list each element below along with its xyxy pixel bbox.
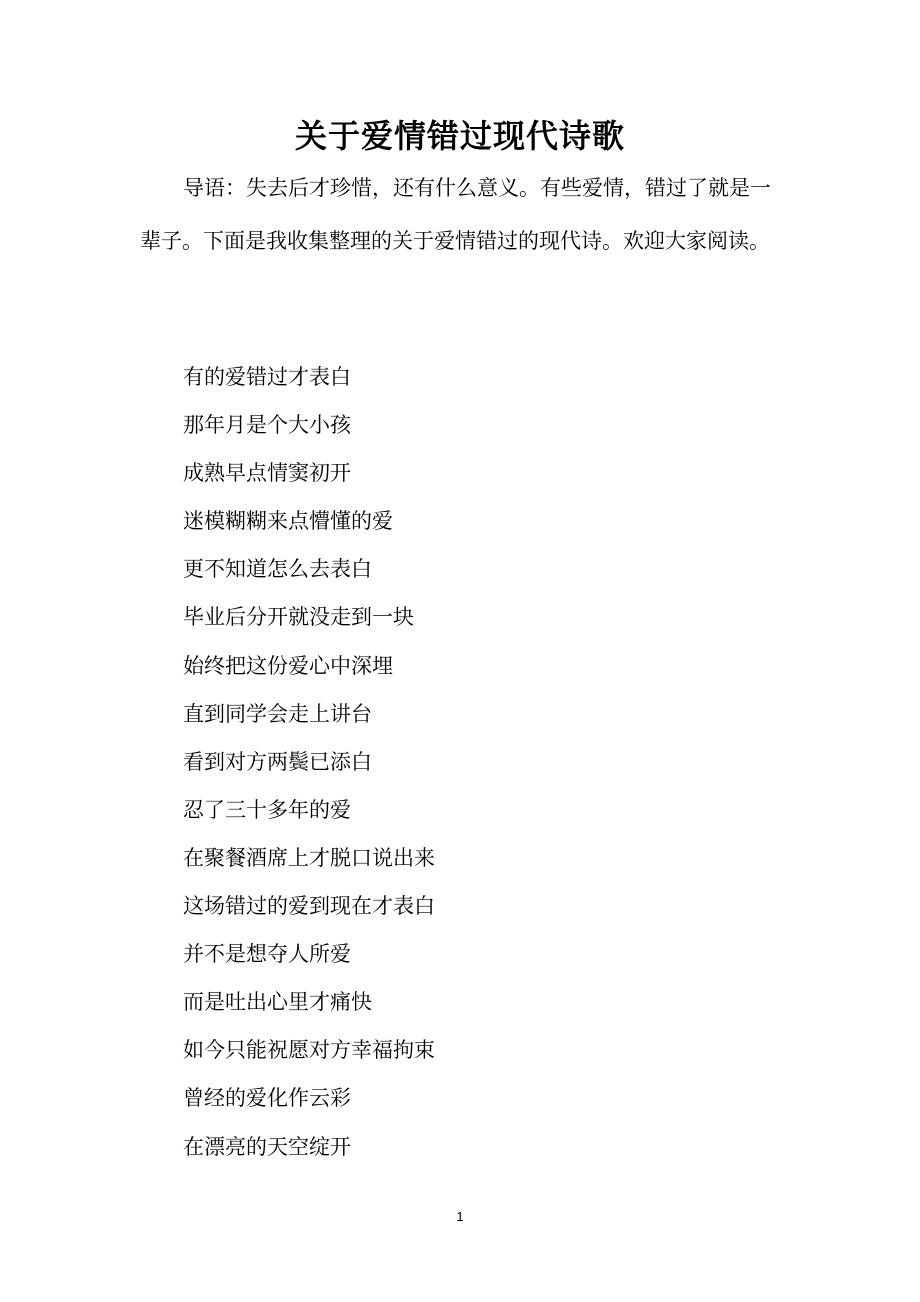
poem-line: 曾经的爱化作云彩 <box>183 1086 351 1111</box>
intro-paragraph: 导语：失去后才珍惜，还有什么意义。有些爱情，错过了就是一辈子。下面是我收集整理的关于爱情错过的现代诗。欢迎大家阅读。 <box>140 176 771 253</box>
poem-line: 在聚餐酒席上才脱口说出来 <box>183 845 435 870</box>
poem-line: 忍了三十多年的爱 <box>183 797 351 822</box>
poem-line: 看到对方两鬓已添白 <box>183 749 372 774</box>
poem-line: 这场错过的爱到现在才表白 <box>183 894 435 919</box>
poem <box>183 353 435 1171</box>
poem-line: 有的爱错过才表白 <box>183 365 351 389</box>
poem-line: 如今只能祝愿对方幸福拘束 <box>183 1038 435 1063</box>
poem-line: 更不知道怎么去表白 <box>183 557 372 582</box>
poem-line: 始终把这份爱心中深埋 <box>183 653 393 678</box>
poem-line: 毕业后分开就没走到一块 <box>183 605 414 630</box>
page-number: 1 <box>456 1209 464 1224</box>
poem-line: 成熟早点情窦初开 <box>183 461 351 486</box>
page-title: 关于爱情错过现代诗歌 <box>294 117 625 155</box>
poem-line: 直到同学会走上讲台 <box>183 701 372 726</box>
poem-line: 而是吐出心里才痛快 <box>183 990 372 1015</box>
poem-line: 并不是想夺人所爱 <box>183 942 351 967</box>
poem-line: 那年月是个大小孩 <box>183 413 351 438</box>
poem-line: 迷模糊糊来点懵懂的爱 <box>183 509 393 534</box>
poem-line: 在漂亮的天空绽开 <box>183 1134 351 1159</box>
